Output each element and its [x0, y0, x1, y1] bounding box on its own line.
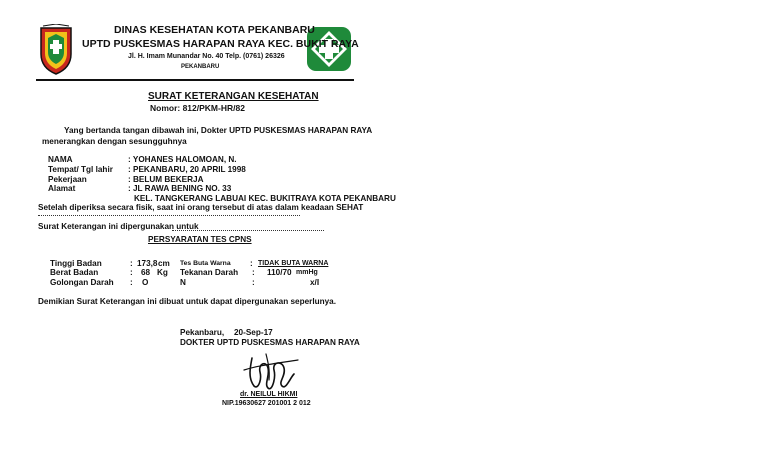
purpose-dotted-line [172, 230, 324, 231]
identity-label-job: Pekerjaan [48, 175, 87, 184]
identity-label-name: NAMA [48, 155, 73, 164]
blood-label: Golongan Darah [50, 278, 114, 287]
weight-label: Berat Badan [50, 268, 99, 277]
intro-line1: Yang bertanda tangan dibawah ini, Dokter UPTD PUSKESMAS HARAPAN RAYA [64, 126, 373, 135]
address-continuation: KEL. TANGKERANG LABUAI KEC. BUKITRAYA KOTA PEKANBARU [134, 194, 396, 203]
pekanbaru-seal-logo [38, 24, 74, 76]
document-number: Nomor: 812/PKM-HR/82 [150, 103, 245, 113]
letterhead-city: PEKANBARU [181, 64, 220, 70]
color-test-label: Tes Buta Warna [180, 260, 231, 267]
height-label: Tinggi Badan [50, 259, 102, 268]
signer-title: DOKTER UPTD PUSKESMAS HARAPAN RAYA [180, 338, 360, 347]
dotted-line [38, 215, 300, 216]
pulse-unit: x/I [310, 278, 320, 287]
intro-line2: menerangkan dengan sesungguhnya [42, 137, 187, 146]
blood-pressure-unit: mmHg [296, 269, 318, 276]
purpose-label: Surat Keterangan ini dipergunakan untuk [38, 222, 199, 231]
height-colon: : [130, 259, 133, 268]
purpose-value: PERSYARATAN TES CPNS [148, 235, 252, 244]
signer-name: dr. NEILUL HIKMI [240, 391, 298, 398]
identity-value-address: : JL RAWA BENING NO. 33 [128, 184, 232, 193]
identity-value-job: : BELUM BEKERJA [128, 175, 204, 184]
handwritten-signature [238, 350, 304, 392]
color-test-value: TIDAK BUTA WARNA [258, 260, 329, 267]
letterhead-line2: UPTD PUSKESMAS HARAPAN RAYA KEC. BUKIT RAYA [82, 38, 359, 50]
closing-statement: Demikian Surat Keterangan ini dibuat untuk dapat dipergunakan seperlunya. [38, 297, 336, 306]
height-unit: cm [158, 259, 170, 268]
blood-pressure-value: 110/70 [267, 268, 292, 277]
pulse-colon: : [252, 278, 255, 287]
date-value: 20-Sep-17 [234, 328, 273, 337]
exam-statement: Setelah diperiksa secara fisik, saat ini orang tersebut di atas dalam keadaan SEHAT [38, 203, 364, 212]
blood-pressure-label: Tekanan Darah [180, 268, 239, 277]
identity-value-birth: : PEKANBARU, 20 APRIL 1998 [128, 165, 246, 174]
pulse-label: N [180, 278, 186, 287]
blood-value: O [142, 278, 149, 287]
document-title: SURAT KETERANGAN KESEHATAN [148, 91, 319, 102]
signer-nip: NIP.19630627 201001 2 012 [222, 400, 311, 407]
identity-value-name: : YOHANES HALOMOAN, N. [128, 155, 237, 164]
weight-unit: Kg [157, 268, 168, 277]
letterhead-rule [36, 79, 354, 81]
blood-colon: : [130, 278, 133, 287]
weight-value: 68 [141, 268, 151, 277]
letterhead-address: Jl. H. Imam Munandar No. 40 Telp. (0761) 26326 [128, 53, 285, 60]
weight-colon: : [130, 268, 133, 277]
identity-label-address: Alamat [48, 184, 76, 193]
identity-label-birth: Tempat/ Tgl lahir [48, 165, 113, 174]
blood-pressure-colon: : [252, 268, 255, 277]
height-value: 173,8 [137, 259, 158, 268]
color-test-colon: : [250, 259, 253, 268]
place-label: Pekanbaru, [180, 328, 225, 337]
letterhead-line1: DINAS KESEHATAN KOTA PEKANBARU [114, 24, 315, 36]
